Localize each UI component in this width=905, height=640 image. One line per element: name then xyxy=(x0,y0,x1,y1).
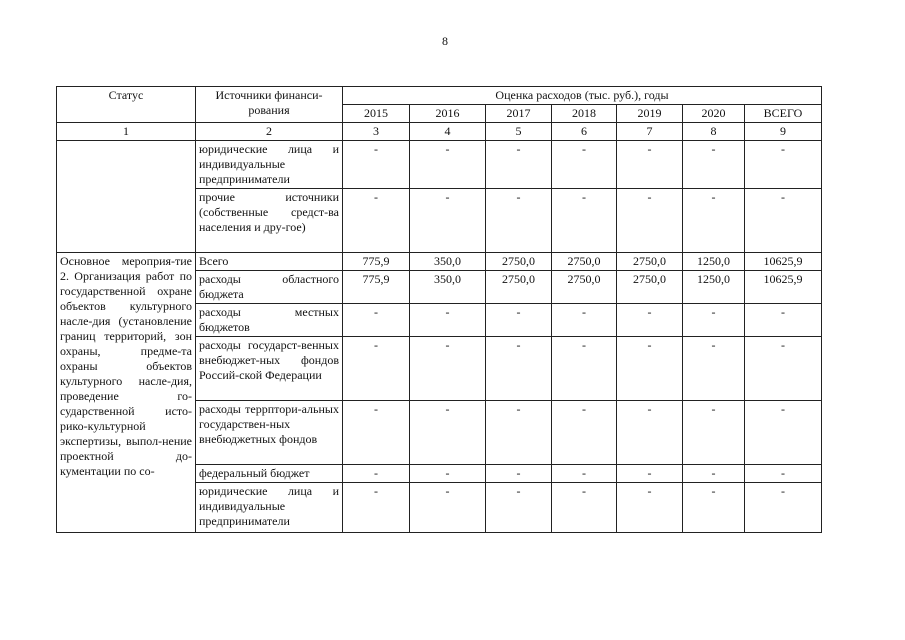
value-cell: - xyxy=(745,304,822,337)
value-cell: - xyxy=(343,141,410,189)
value-cell: 2750,0 xyxy=(486,271,552,304)
value-cell: - xyxy=(343,465,410,483)
value-cell: - xyxy=(745,141,822,189)
source-cell: Всего xyxy=(196,253,343,271)
year-2017: 2017 xyxy=(486,105,552,123)
value-cell: - xyxy=(486,141,552,189)
col-number: 5 xyxy=(486,123,552,141)
col-number: 6 xyxy=(552,123,617,141)
col-number: 2 xyxy=(196,123,343,141)
year-2015: 2015 xyxy=(343,105,410,123)
value-cell: 350,0 xyxy=(410,253,486,271)
value-cell: - xyxy=(343,189,410,253)
value-cell: 775,9 xyxy=(343,253,410,271)
value-cell: - xyxy=(683,141,745,189)
value-cell: - xyxy=(486,304,552,337)
year-2016: 2016 xyxy=(410,105,486,123)
value-cell: - xyxy=(683,189,745,253)
value-cell: 350,0 xyxy=(410,271,486,304)
value-cell: - xyxy=(745,337,822,401)
value-cell: - xyxy=(745,189,822,253)
value-cell: - xyxy=(486,483,552,533)
header-estimate: Оценка расходов (тыс. руб.), годы xyxy=(343,87,822,105)
year-2018: 2018 xyxy=(552,105,617,123)
col-number: 3 xyxy=(343,123,410,141)
value-cell: 2750,0 xyxy=(617,253,683,271)
value-cell: - xyxy=(617,189,683,253)
value-cell: - xyxy=(617,141,683,189)
value-cell: - xyxy=(745,483,822,533)
value-cell: 10625,9 xyxy=(745,253,822,271)
value-cell: - xyxy=(410,304,486,337)
value-cell: 775,9 xyxy=(343,271,410,304)
value-cell: - xyxy=(552,189,617,253)
value-cell: - xyxy=(410,465,486,483)
value-cell: 1250,0 xyxy=(683,271,745,304)
col-number: 9 xyxy=(745,123,822,141)
value-cell: - xyxy=(343,483,410,533)
value-cell: - xyxy=(683,465,745,483)
value-cell: - xyxy=(552,304,617,337)
status-cell: Основное мероприя-тие 2. Организация работ по государственной охране объектов культурного насле-дия (установление границ территорий, зон охраны, предме-та охраны объектов культурного насле-дия, проведение го-сударственной исто-рико-культурной экспертизы, выпол-нение проектной до-кументации по со- xyxy=(57,253,196,533)
status-cell xyxy=(57,141,196,253)
col-number: 7 xyxy=(617,123,683,141)
source-cell: юридические лица и индивидуальные предприниматели xyxy=(196,483,343,533)
col-number: 1 xyxy=(57,123,196,141)
table-row xyxy=(57,141,822,189)
table-row xyxy=(57,253,822,271)
header-sources: Источники финанси-рования xyxy=(196,87,343,123)
source-cell: расходы областного бюджета xyxy=(196,271,343,304)
value-cell: - xyxy=(410,483,486,533)
value-cell: 2750,0 xyxy=(617,271,683,304)
group-2-body xyxy=(57,253,822,533)
value-cell: - xyxy=(617,483,683,533)
value-cell: - xyxy=(343,337,410,401)
value-cell: - xyxy=(486,465,552,483)
year-total: ВСЕГО xyxy=(745,105,822,123)
value-cell: - xyxy=(552,401,617,465)
value-cell: - xyxy=(552,141,617,189)
value-cell: 2750,0 xyxy=(552,253,617,271)
value-cell: - xyxy=(683,401,745,465)
value-cell: - xyxy=(343,401,410,465)
source-cell: юридические лица и индивидуальные предприниматели xyxy=(196,141,343,189)
source-cell: федеральный бюджет xyxy=(196,465,343,483)
value-cell: 10625,9 xyxy=(745,271,822,304)
value-cell: - xyxy=(617,304,683,337)
year-2020: 2020 xyxy=(683,105,745,123)
value-cell: - xyxy=(552,465,617,483)
value-cell: - xyxy=(617,401,683,465)
value-cell: - xyxy=(410,189,486,253)
budget-table xyxy=(56,86,822,533)
year-2019: 2019 xyxy=(617,105,683,123)
value-cell: - xyxy=(617,337,683,401)
value-cell: - xyxy=(410,337,486,401)
value-cell: - xyxy=(552,483,617,533)
value-cell: - xyxy=(410,401,486,465)
page-number: 8 xyxy=(442,34,448,48)
source-cell: прочие источники (собственные средст-ва населения и дру-гое) xyxy=(196,189,343,253)
value-cell: - xyxy=(410,141,486,189)
value-cell: - xyxy=(617,465,683,483)
value-cell: - xyxy=(683,483,745,533)
col-number: 8 xyxy=(683,123,745,141)
source-cell: расходы террптори-альных государствен-ных внебюджетных фондов xyxy=(196,401,343,465)
column-numbers-row xyxy=(57,123,822,141)
value-cell: - xyxy=(486,189,552,253)
value-cell: 2750,0 xyxy=(552,271,617,304)
value-cell: - xyxy=(745,465,822,483)
value-cell: - xyxy=(745,401,822,465)
col-number: 4 xyxy=(410,123,486,141)
value-cell: - xyxy=(486,401,552,465)
value-cell: - xyxy=(683,337,745,401)
source-cell: расходы местных бюджетов xyxy=(196,304,343,337)
source-cell: расходы государст-венных внебюджет-ных фондов Россий-ской Федерации xyxy=(196,337,343,401)
header-status: Статус xyxy=(57,87,196,123)
header-row-1 xyxy=(57,87,822,105)
value-cell: - xyxy=(683,304,745,337)
value-cell: 1250,0 xyxy=(683,253,745,271)
value-cell: - xyxy=(486,337,552,401)
value-cell: 2750,0 xyxy=(486,253,552,271)
value-cell: - xyxy=(343,304,410,337)
value-cell: - xyxy=(552,337,617,401)
group-1-body xyxy=(57,141,822,253)
